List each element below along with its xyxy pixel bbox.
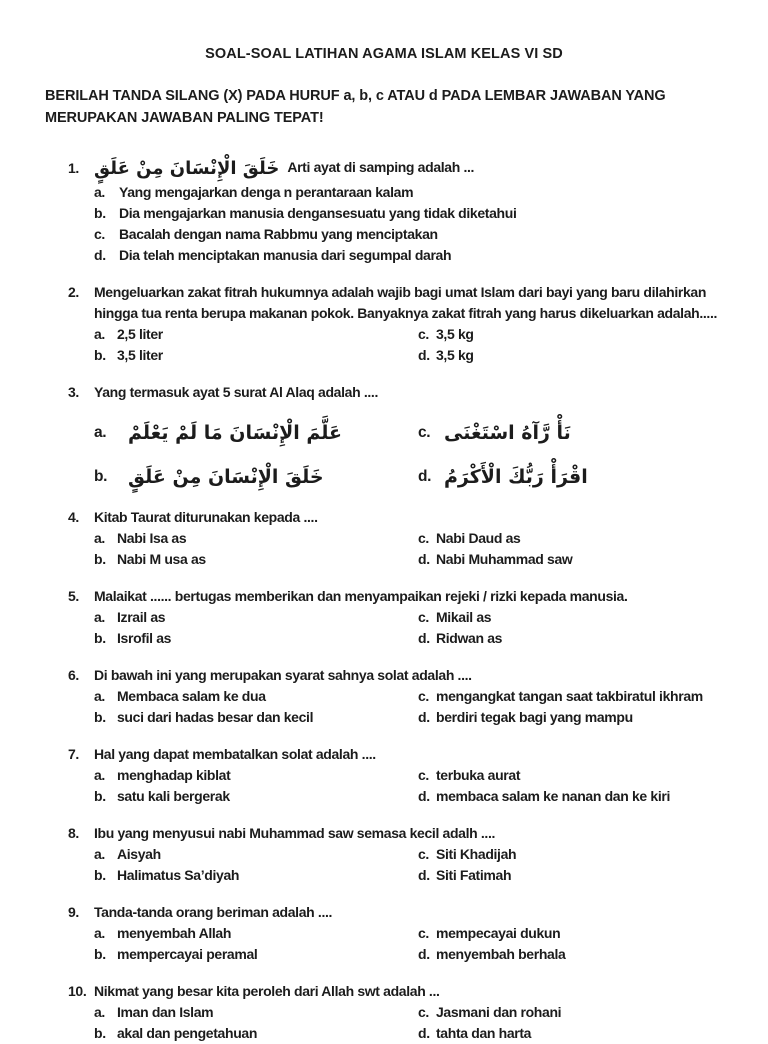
option-text: Siti Khadijah	[436, 846, 517, 862]
option-letter: c.	[418, 925, 429, 941]
option-d	[418, 345, 748, 366]
option-d	[418, 549, 748, 570]
question-number: 7.	[68, 746, 79, 762]
option-letter: b.	[94, 468, 108, 485]
options	[94, 324, 748, 366]
option-letter: c.	[418, 846, 429, 862]
option-text: Jasmani dan rohani	[436, 1004, 562, 1020]
option-letter: a.	[94, 326, 105, 342]
option-letter: d.	[418, 946, 430, 962]
option-c	[418, 324, 748, 345]
question	[45, 823, 748, 886]
option-a	[94, 1002, 418, 1023]
question	[45, 282, 748, 366]
option-text: Izrail as	[117, 609, 166, 625]
question-line	[45, 282, 748, 324]
question-number: 3.	[68, 384, 79, 400]
option-letter: b.	[94, 205, 106, 221]
option-b	[94, 203, 748, 224]
option-letter: a.	[94, 688, 105, 704]
option-d	[418, 1023, 748, 1044]
question-text: Tanda-tanda orang beriman adalah ....	[94, 904, 333, 920]
option-letter: d.	[418, 468, 432, 485]
question-text: Mengeluarkan zakat fitrah hukumnya adalah wajib bagi umat Islam dari bayi yang baru dilahirkan hingga tua renta berupa makanan pokok. Banyaknya zakat fitrah yang harus dikeluarkan adalah.....	[94, 284, 718, 321]
question	[45, 981, 748, 1044]
option-d	[418, 865, 748, 886]
option-text: mempecayai dukun	[436, 925, 561, 941]
option-text: terbuka aurat	[436, 767, 521, 783]
option-text: Siti Fatimah	[436, 867, 512, 883]
option-b	[94, 1023, 418, 1044]
option-text: menghadap kiblat	[117, 767, 231, 783]
option-text: suci dari hadas besar dan kecil	[117, 709, 314, 725]
option-text: Membaca salam ke dua	[117, 688, 266, 704]
question-arabic-ayat: خَلَقَ الْإِنْسَانَ مِنْ عَلَقٍ	[94, 158, 280, 179]
option-letter: d.	[418, 630, 430, 646]
option-letter: a.	[94, 767, 105, 783]
option-text: Iman dan Islam	[117, 1004, 214, 1020]
option-text: Nabi M usa as	[117, 551, 206, 567]
option-b	[94, 345, 418, 366]
option-b	[94, 463, 418, 491]
option-c	[418, 1002, 748, 1023]
option-text: Ridwan as	[436, 630, 503, 646]
option-text: Nabi Isa as	[117, 530, 187, 546]
option-text: 3,5 kg	[436, 347, 474, 363]
option-text: satu kali bergerak	[117, 788, 230, 804]
option-b	[94, 707, 418, 728]
option-text: menyembah berhala	[436, 946, 566, 962]
option-letter: c.	[94, 226, 105, 242]
option-text: 3,5 kg	[436, 326, 474, 342]
options	[94, 607, 748, 649]
question-line	[45, 665, 748, 686]
option-b	[94, 944, 418, 965]
option-text: اقْرَأْ رَبُّكَ الْأَكْرَمُ	[444, 466, 588, 488]
options	[94, 765, 748, 807]
question	[45, 507, 748, 570]
option-letter: a.	[94, 184, 105, 200]
option-letter: c.	[418, 424, 431, 441]
option-letter: b.	[94, 1025, 106, 1041]
option-text: berdiri tegak bagi yang mampu	[436, 709, 633, 725]
option-letter: d.	[418, 788, 430, 804]
option-d	[418, 628, 748, 649]
option-letter: c.	[418, 530, 429, 546]
option-b	[94, 628, 418, 649]
option-text: Nabi Daud as	[436, 530, 521, 546]
question-number: 1.	[68, 160, 79, 176]
question-number: 9.	[68, 904, 79, 920]
option-d	[418, 707, 748, 728]
option-letter: a.	[94, 530, 105, 546]
option-text: Aisyah	[117, 846, 161, 862]
option-text: Yang mengajarkan denga n perantaraan kalam	[119, 184, 414, 200]
option-text: Dia mengajarkan manusia dengansesuatu yang tidak diketahui	[119, 205, 517, 221]
question-text: Di bawah ini yang merupakan syarat sahnya solat adalah ....	[94, 667, 472, 683]
option-text: عَلَّمَ الْإِنْسَانَ مَا لَمْ يَعْلَمْ	[128, 422, 343, 444]
option-a	[94, 686, 418, 707]
question-number: 10.	[68, 983, 87, 999]
option-b	[94, 786, 418, 807]
option-c	[418, 528, 748, 549]
option-text: Bacalah dengan nama Rabbmu yang menciptakan	[119, 226, 438, 242]
option-text: Halimatus Sa’diyah	[117, 867, 240, 883]
option-a	[94, 844, 418, 865]
option-text: tahta dan harta	[436, 1025, 532, 1041]
option-letter: a.	[94, 609, 105, 625]
option-d	[418, 944, 748, 965]
option-letter: c.	[418, 688, 429, 704]
question	[45, 902, 748, 965]
option-letter: c.	[418, 767, 429, 783]
question-line	[45, 902, 748, 923]
option-a	[94, 765, 418, 786]
options	[94, 923, 748, 965]
option-a	[94, 182, 748, 203]
option-letter: c.	[418, 326, 429, 342]
option-letter: b.	[94, 347, 106, 363]
option-letter: b.	[94, 709, 106, 725]
option-letter: d.	[418, 867, 430, 883]
option-a	[94, 419, 418, 447]
option-c	[418, 923, 748, 944]
document-instruction: BERILAH TANDA SILANG (X) PADA HURUF a, b, c ATAU d PADA LEMBAR JAWABAN YANG MERUPAKAN JAWABAN PALING TEPAT!	[45, 88, 666, 126]
option-letter: a.	[94, 424, 107, 441]
option-letter: c.	[418, 609, 429, 625]
options	[94, 686, 748, 728]
question-number: 4.	[68, 509, 79, 525]
option-letter: d.	[418, 1025, 430, 1041]
option-text: Isrofil as	[117, 630, 172, 646]
question	[45, 382, 748, 491]
question-line	[45, 382, 748, 403]
option-letter: d.	[418, 551, 430, 567]
option-text: Nabi Muhammad saw	[436, 551, 573, 567]
option-c	[418, 607, 748, 628]
question-text	[94, 154, 748, 182]
option-text: Mikail as	[436, 609, 492, 625]
option-letter: d.	[418, 709, 430, 725]
question	[45, 665, 748, 728]
question-line	[45, 154, 748, 182]
question-line	[45, 981, 748, 1002]
options	[94, 182, 748, 266]
option-text: خَلَقَ الْإِنْسَانَ مِنْ عَلَقٍ	[128, 466, 324, 488]
option-text: menyembah Allah	[117, 925, 232, 941]
options	[94, 528, 748, 570]
option-a	[94, 528, 418, 549]
option-text: mengangkat tangan saat takbiratul ikhram	[436, 688, 703, 704]
question	[45, 586, 748, 649]
option-c	[418, 765, 748, 786]
option-letter: b.	[94, 551, 106, 567]
option-letter: c.	[418, 1004, 429, 1020]
option-c	[418, 844, 748, 865]
question-text: Hal yang dapat membatalkan solat adalah ....	[94, 746, 376, 762]
option-letter: d.	[418, 347, 430, 363]
option-c	[418, 686, 748, 707]
question-line	[45, 744, 748, 765]
questions-list	[45, 154, 748, 1044]
question-text: Nikmat yang besar kita peroleh dari Allah swt adalah ...	[94, 983, 440, 999]
option-text: mempercayai peramal	[117, 946, 258, 962]
option-letter: b.	[94, 788, 106, 804]
option-d	[418, 786, 748, 807]
question-line	[45, 823, 748, 844]
question-number: 6.	[68, 667, 79, 683]
option-text: 3,5 liter	[117, 347, 163, 363]
option-letter: b.	[94, 946, 106, 962]
document-title: SOAL-SOAL LATIHAN AGAMA ISLAM KELAS VI SD	[205, 46, 563, 62]
question-text-body: Arti ayat di samping adalah ...	[287, 159, 475, 175]
question-number: 2.	[68, 284, 79, 300]
question	[45, 744, 748, 807]
option-text: membaca salam ke nanan dan ke kiri	[436, 788, 671, 804]
question-text: Ibu yang menyusui nabi Muhammad saw semasa kecil adalh ....	[94, 825, 496, 841]
question-line	[45, 507, 748, 528]
option-d	[94, 245, 748, 266]
option-a	[94, 324, 418, 345]
option-letter: d.	[94, 247, 106, 263]
option-b	[94, 865, 418, 886]
options	[94, 403, 748, 491]
option-b	[94, 549, 418, 570]
option-letter: b.	[94, 630, 106, 646]
options	[94, 844, 748, 886]
question	[45, 154, 748, 266]
options	[94, 1002, 748, 1044]
option-letter: a.	[94, 925, 105, 941]
option-text: نَأْ رَّآهُ اسْتَغْنَى	[444, 422, 571, 444]
question-line	[45, 586, 748, 607]
question-number: 5.	[68, 588, 79, 604]
option-text: Dia telah menciptakan manusia dari segumpal darah	[119, 247, 452, 263]
option-c	[418, 419, 748, 447]
option-letter: b.	[94, 867, 106, 883]
option-text: 2,5 liter	[117, 326, 163, 342]
option-a	[94, 923, 418, 944]
option-text: akal dan pengetahuan	[117, 1025, 258, 1041]
question-text: Kitab Taurat diturunakan kepada ....	[94, 509, 318, 525]
option-letter: a.	[94, 846, 105, 862]
question-text: Yang termasuk ayat 5 surat Al Alaq adalah ....	[94, 384, 378, 400]
option-c	[94, 224, 748, 245]
option-d	[418, 463, 748, 491]
question-text: Malaikat ...... bertugas memberikan dan menyampaikan rejeki / rizki kepada manusia.	[94, 588, 628, 604]
question-number: 8.	[68, 825, 79, 841]
option-a	[94, 607, 418, 628]
option-letter: a.	[94, 1004, 105, 1020]
